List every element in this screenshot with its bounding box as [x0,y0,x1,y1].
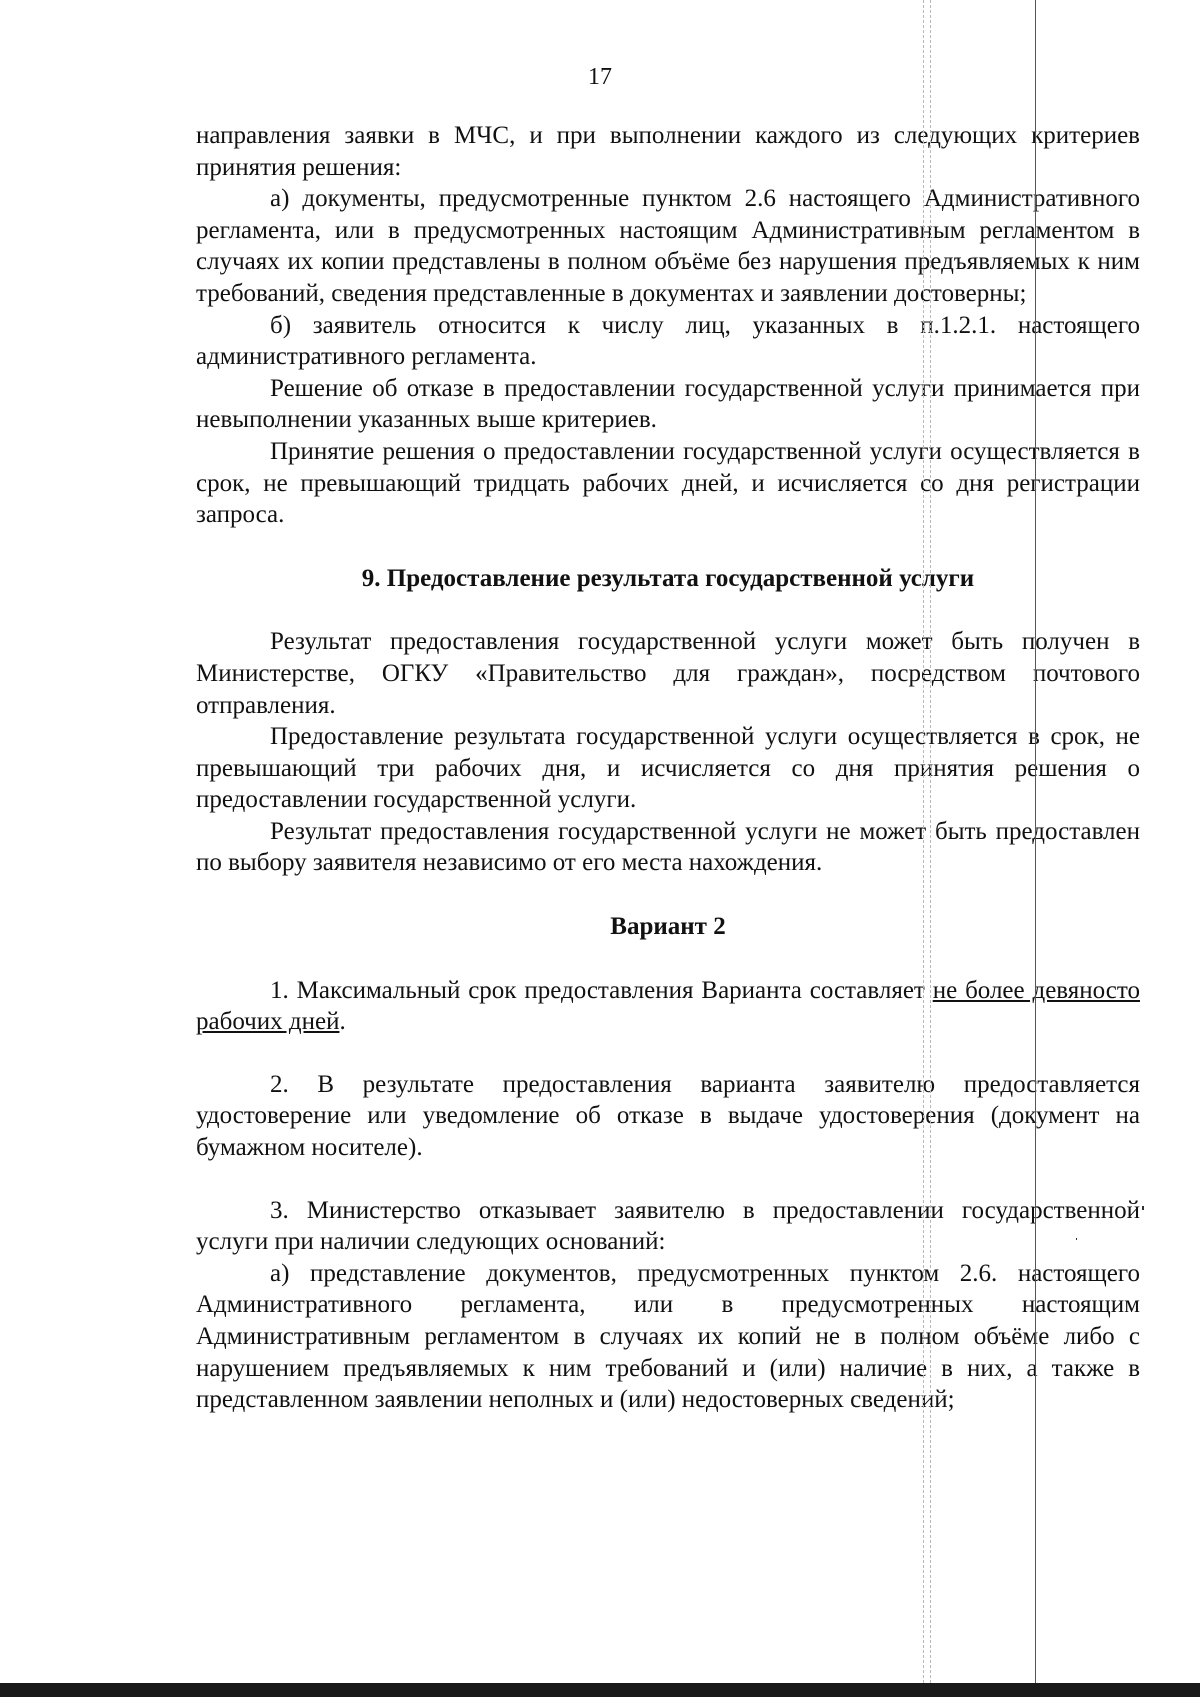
document-body [196,120,1140,1416]
spacer [196,943,1140,975]
scan-line-artifact [1035,0,1036,1683]
variant-item-3a: а) представление документов, предусмотренных пунктом 2.6. настоящего Административного регламента, или в предусмотренных настоящим Административным регламентом в случаях их копий не в полном объёме либо с нарушением предъявляемых к ним требований и (или) наличие в них, а также в представленном заявлении неполных и (или) недостоверных сведений; [196,1259,1140,1414]
scan-line-artifact-faint [930,0,931,1683]
variant-2-heading: Вариант 2 [610,913,726,941]
variant-item-1 [196,975,1140,1038]
spacer [196,594,1140,626]
variant-item-1-underlined: не более девяносто рабочих дней [196,976,1140,1036]
spacer [196,1038,1140,1069]
paragraph-result-term: Предоставление результата государственной услуги осуществляется в срок, не превышающий три рабочих дня, и исчисляется со дня принятия решения о предоставлении государственной услуги. [196,723,1140,814]
paragraph-criteria-intro: направления заявки в МЧС, и при выполнении каждого из следующих критериев принятия решения: [196,122,1140,181]
paragraph-decision-term: Принятие решения о предоставлении государственной услуги осуществляется в срок, не превышающий тридцать рабочих дней, и исчисляется со дня регистрации запроса. [196,437,1140,529]
scan-speck [1076,1238,1077,1240]
spacer [196,531,1140,563]
variant-item-3: 3. Министерство отказывает заявителю в предоставлении государственной услуги при наличии следующих оснований: [196,1196,1140,1256]
scan-speck [1142,1206,1144,1210]
paragraph-result-location: Результат предоставления государственной услуги не может быть предоставлен по выбору заявителя независимо от его места нахождения. [196,817,1140,877]
spacer [196,1164,1140,1195]
variant-item-1-text: 1. Максимальный срок предоставления Варианта составляет [270,976,933,1004]
page-number: 17 [588,64,612,90]
section-9-heading: 9. Предоставление результата государственной услуги [361,564,975,592]
scan-line-artifact-faint [923,0,924,1683]
paragraph-refusal-decision: Решение об отказе в предоставлении государственной услуги принимается при невыполнении указанных выше критериев. [196,374,1140,434]
paragraph-result-places: Результат предоставления государственной услуги может быть получен в Министерстве, ОГКУ «Правительство для граждан», посредством почтового отправления. [196,628,1140,719]
paragraph-criterion-b: б) заявитель относится к числу лиц, указанных в п.1.2.1. настоящего административного регламента. [196,311,1140,371]
paragraph-criterion-a: а) документы, предусмотренные пунктом 2.6 настоящего Административного регламента, или в предусмотренных настоящим Административным регламентом в случаях их копии представлены в полном объёме без нарушения предъявляемых к ним требований, сведения представленные в документах и заявлении достоверны; [196,185,1140,307]
variant-item-2: 2. В результате предоставления варианта заявителю предоставляется удостоверение или уведомление об отказе в выдаче удостоверения (документ на бумажном носителе). [196,1070,1140,1162]
spacer [196,879,1140,911]
variant-item-1-end: . [339,1008,346,1036]
scan-bottom-border [0,1683,1200,1697]
